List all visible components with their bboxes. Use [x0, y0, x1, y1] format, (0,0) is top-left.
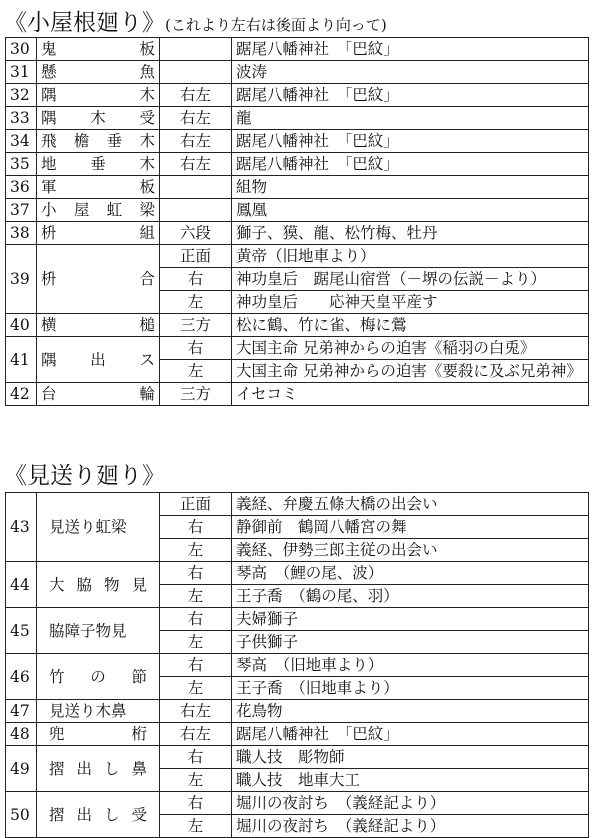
position-label: 右左 [160, 107, 232, 130]
table-row [6, 153, 589, 176]
description: イセコミ [232, 383, 589, 406]
table-row [6, 746, 589, 769]
description: 松に鶴、竹に雀、梅に鶯 [232, 314, 589, 337]
position-label: 右 [160, 268, 232, 291]
position-label: 右 [160, 792, 232, 815]
part-name: 見送り虹梁 [37, 493, 160, 562]
table-row [6, 700, 589, 723]
row-number: 49 [6, 746, 37, 792]
table-row [6, 723, 589, 746]
table-row [6, 383, 589, 406]
section2-title: 《見送り廻り》 [4, 463, 165, 489]
row-number: 34 [6, 130, 37, 153]
description: 静御前 鶴岡八幡宮の舞 [232, 516, 589, 539]
part-name: 見送り木鼻 [37, 700, 160, 723]
table-row [6, 493, 589, 516]
position-label: 三方 [160, 383, 232, 406]
row-number: 37 [6, 199, 37, 222]
position-label [160, 176, 232, 199]
position-label: 左 [160, 677, 232, 700]
position-label: 左 [160, 769, 232, 792]
position-label: 左 [160, 585, 232, 608]
row-number: 48 [6, 723, 37, 746]
row-number: 36 [6, 176, 37, 199]
part-name: 摺出し鼻 [37, 746, 160, 792]
row-number: 41 [6, 337, 37, 383]
description: 鳳凰 [232, 199, 589, 222]
row-number: 47 [6, 700, 37, 723]
row-number: 39 [6, 245, 37, 314]
part-name: 隅木受 [37, 107, 160, 130]
description: 堀川の夜討ち （義経記より） [232, 815, 589, 838]
section2-heading [4, 457, 165, 490]
part-name: 横 槌 [37, 314, 160, 337]
part-name: 隅出ス [37, 337, 160, 383]
table-row [6, 199, 589, 222]
part-name: 鬼 板 [37, 38, 160, 61]
description: 踞尾八幡神社 「巴紋」 [232, 130, 589, 153]
part-name: 飛檐垂木 [37, 130, 160, 153]
position-label: 左 [160, 631, 232, 654]
section1-title: 《小屋根廻り》 [4, 10, 165, 36]
description: 黄帝（旧地車より） [232, 245, 589, 268]
position-label [160, 61, 232, 84]
description: 琴高 （旧地車より） [232, 654, 589, 677]
position-label: 左 [160, 360, 232, 383]
description: 大国主命 兄弟神からの迫害《要殺に及ぶ兄弟神》 [232, 360, 589, 383]
part-name: 小屋虹梁 [37, 199, 160, 222]
position-label: 右 [160, 562, 232, 585]
description: 神功皇后 応神天皇平産す [232, 291, 589, 314]
row-number: 30 [6, 38, 37, 61]
row-number: 32 [6, 84, 37, 107]
row-number: 46 [6, 654, 37, 700]
section1-table [5, 37, 589, 406]
part-name: 軍 板 [37, 176, 160, 199]
part-name: 脇障子物見 [37, 608, 160, 654]
table-row [6, 38, 589, 61]
table-row [6, 222, 589, 245]
part-name: 兜 桁 [37, 723, 160, 746]
table-row [6, 84, 589, 107]
table-row [6, 107, 589, 130]
section2-table [5, 492, 589, 838]
position-label: 右左 [160, 84, 232, 107]
position-label: 左 [160, 815, 232, 838]
position-label [160, 199, 232, 222]
position-label: 正面 [160, 493, 232, 516]
description: 踞尾八幡神社 「巴紋」 [232, 153, 589, 176]
description: 職人技 彫物師 [232, 746, 589, 769]
description: 王子喬 （旧地車より） [232, 677, 589, 700]
table-row [6, 562, 589, 585]
table-row [6, 608, 589, 631]
part-name: 竹の節 [37, 654, 160, 700]
part-name: 大脇物見 [37, 562, 160, 608]
part-name: 隅 木 [37, 84, 160, 107]
description: 大国主命 兄弟神からの迫害《稲羽の白兎》 [232, 337, 589, 360]
position-label: 右左 [160, 153, 232, 176]
section1-note: (これより左右は後面より向って) [165, 16, 387, 34]
description: 踞尾八幡神社 「巴紋」 [232, 84, 589, 107]
table-row [6, 176, 589, 199]
position-label: 右 [160, 516, 232, 539]
position-label: 三方 [160, 314, 232, 337]
description: 踞尾八幡神社 「巴紋」 [232, 38, 589, 61]
description: 子供獅子 [232, 631, 589, 654]
position-label: 右 [160, 337, 232, 360]
row-number: 40 [6, 314, 37, 337]
row-number: 33 [6, 107, 37, 130]
position-label: 右左 [160, 723, 232, 746]
position-label: 右 [160, 608, 232, 631]
description: 王子喬 （鶴の尾、羽） [232, 585, 589, 608]
part-name: 懸 魚 [37, 61, 160, 84]
description: 組物 [232, 176, 589, 199]
row-number: 42 [6, 383, 37, 406]
description: 神功皇后 踞尾山宿営（－堺の伝説－より） [232, 268, 589, 291]
description: 獅子、獏、龍、松竹梅、牡丹 [232, 222, 589, 245]
description: 琴高 （鯉の尾、波） [232, 562, 589, 585]
table-row [6, 337, 589, 360]
position-label: 右 [160, 746, 232, 769]
row-number: 35 [6, 153, 37, 176]
part-name: 地垂木 [37, 153, 160, 176]
table-row [6, 792, 589, 815]
position-label: 右左 [160, 130, 232, 153]
part-name: 枡 合 [37, 245, 160, 314]
row-number: 38 [6, 222, 37, 245]
table-row [6, 314, 589, 337]
table-row [6, 654, 589, 677]
description: 龍 [232, 107, 589, 130]
description: 踞尾八幡神社 「巴紋」 [232, 723, 589, 746]
table-row [6, 61, 589, 84]
position-label: 左 [160, 291, 232, 314]
row-number: 45 [6, 608, 37, 654]
description: 夫婦獅子 [232, 608, 589, 631]
row-number: 31 [6, 61, 37, 84]
description: 義経、弁慶五條大橋の出会い [232, 493, 589, 516]
description: 堀川の夜討ち （義経記より） [232, 792, 589, 815]
position-label: 六段 [160, 222, 232, 245]
description: 花鳥物 [232, 700, 589, 723]
description: 波涛 [232, 61, 589, 84]
description: 職人技 地車大工 [232, 769, 589, 792]
section1-heading [4, 4, 387, 37]
part-name: 摺出し受 [37, 792, 160, 838]
position-label: 右左 [160, 700, 232, 723]
position-label: 右 [160, 654, 232, 677]
table-row [6, 245, 589, 268]
part-name: 枡 組 [37, 222, 160, 245]
position-label [160, 38, 232, 61]
part-name: 台 輪 [37, 383, 160, 406]
position-label: 正面 [160, 245, 232, 268]
position-label: 左 [160, 539, 232, 562]
description: 義経、伊勢三郎主従の出会い [232, 539, 589, 562]
table-row [6, 130, 589, 153]
row-number: 50 [6, 792, 37, 838]
row-number: 44 [6, 562, 37, 608]
row-number: 43 [6, 493, 37, 562]
